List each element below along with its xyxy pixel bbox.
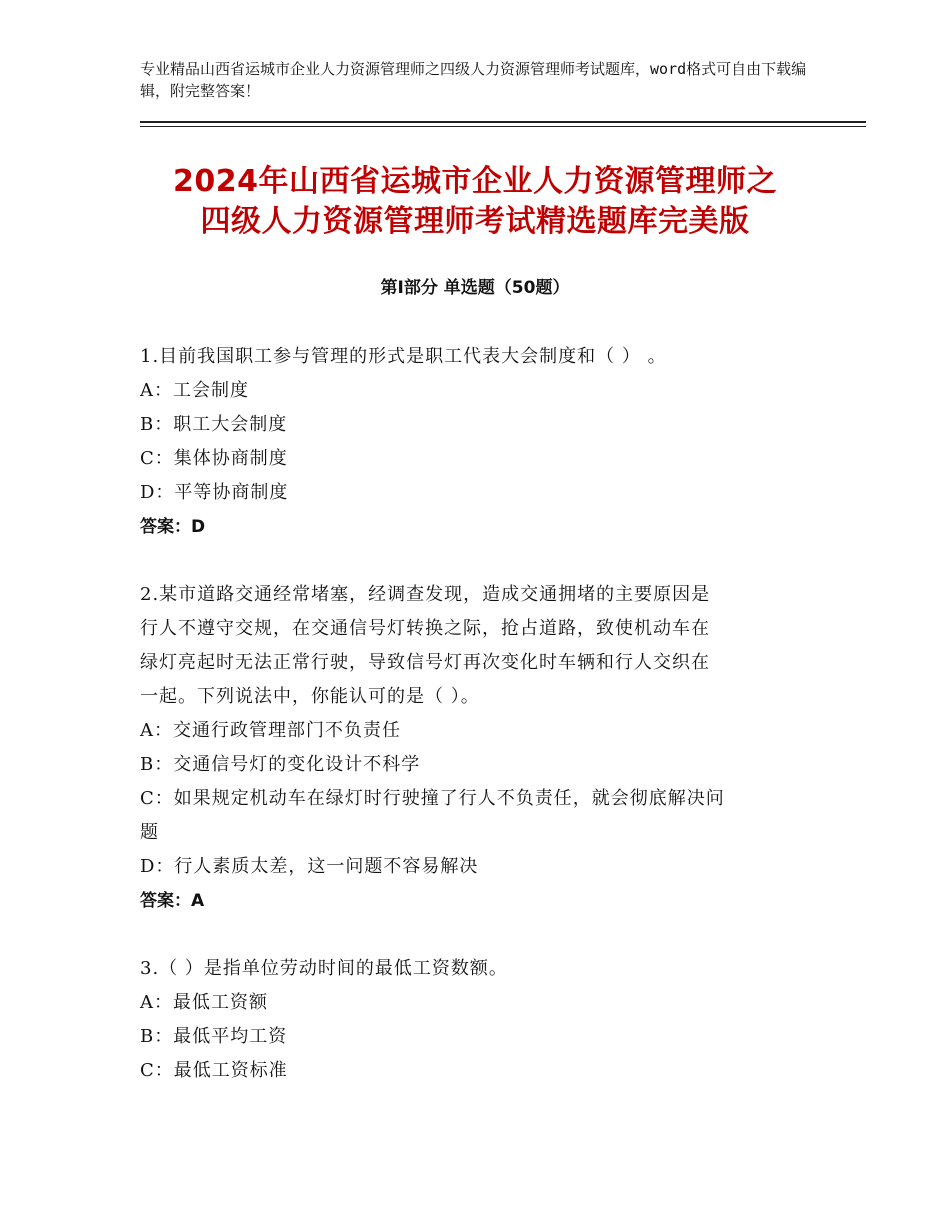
title-line-2: 四级人力资源管理师考试精选题库完美版 [200,204,750,239]
answer-option: B：最低平均工资 [140,1026,288,1047]
answer-option: 题 [140,822,159,843]
answer-option: D：平等协商制度 [140,482,289,503]
question-list [140,340,812,1122]
answer-option: A：工会制度 [140,380,249,401]
header-rule-thin [140,126,866,127]
header-rule-thick [140,121,866,123]
answer-option: A：最低工资额 [140,992,268,1013]
title-line-1: 2024年山西省运城市企业人力资源管理师之 [173,164,777,199]
answer-option: B：职工大会制度 [140,414,288,435]
section-heading: 第Ⅰ部分 单选题（50题） [380,278,570,298]
answer-option: A：交通行政管理部门不负责任 [140,720,401,741]
question-stem-line: 3.（ ）是指单位劳动时间的最低工资数额。 [140,958,508,979]
answer-option: D：行人素质太差，这一问题不容易解决 [140,856,479,877]
question-block [140,952,812,1088]
question-stem-line: 1.目前我国职工参与管理的形式是职工代表大会制度和（ ） 。 [140,346,667,367]
document-title [120,162,830,242]
question-stem-line: 2.某市道路交通经常堵塞，经调查发现，造成交通拥堵的主要原因是 [140,584,711,605]
answer-option: C：最低工资标准 [140,1060,288,1081]
question-stem-line: 绿灯亮起时无法正常行驶，导致信号灯再次变化时车辆和行人交织在 [140,652,710,673]
question-stem-line: 一起。下列说法中，你能认可的是（ ）。 [140,686,480,707]
question-block [140,578,812,918]
header-note: 专业精品山西省运城市企业人力资源管理师之四级人力资源管理师考试题库，word格式可自由下载编辑，附完整答案！ [140,60,807,100]
answer-option: C：集体协商制度 [140,448,288,469]
answer-key: 答案：D [140,517,206,537]
question-stem-line: 行人不遵守交规，在交通信号灯转换之际，抢占道路，致使机动车在 [140,618,710,639]
answer-option: C：如果规定机动车在绿灯时行驶撞了行人不负责任，就会彻底解决问 [140,788,725,809]
answer-key: 答案：A [140,891,205,911]
question-block [140,340,812,544]
answer-option: B：交通信号灯的变化设计不科学 [140,754,421,775]
